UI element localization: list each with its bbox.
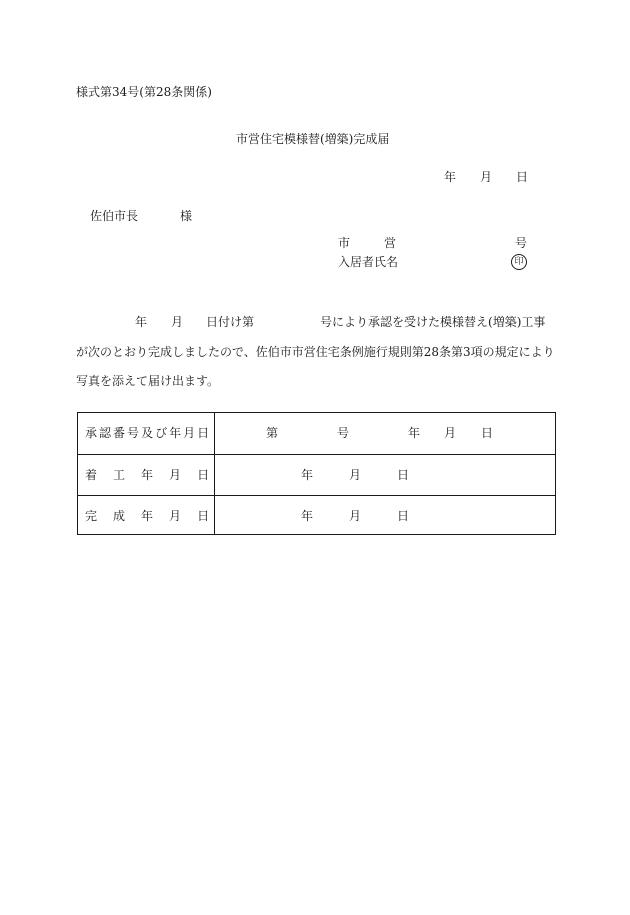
applicant-name-label: 入居者氏名 xyxy=(338,255,399,269)
body-year: 年 xyxy=(135,315,148,329)
body-month: 月 xyxy=(171,315,184,329)
document-title: 市営住宅模様替(増築)完成届 xyxy=(236,132,390,146)
body-line-2: が次のとおり完成しましたので、佐伯市市営住宅条例施行規則第28条第3項の規定により xyxy=(76,345,555,359)
addressee-name: 佐伯市長 xyxy=(90,209,139,223)
table-value-year: 年 xyxy=(408,426,421,440)
form-number: 様式第34号(第28条関係) xyxy=(76,85,212,99)
body-dated: 日付け第 xyxy=(206,315,255,329)
table-value-month: 月 xyxy=(349,468,362,482)
table-value-year: 年 xyxy=(301,509,314,523)
table-row-approval xyxy=(78,413,555,454)
table-value-gou: 号 xyxy=(337,426,350,440)
completion-table xyxy=(77,412,556,535)
submission-date xyxy=(444,171,528,183)
table-label: 完 成 年 月 日 xyxy=(85,509,210,523)
addressee xyxy=(90,210,192,222)
address-number-suffix: 号 xyxy=(515,236,528,250)
table-value-month: 月 xyxy=(349,509,362,523)
table-value-day: 日 xyxy=(397,509,410,523)
seal-icon: 印 xyxy=(511,254,527,270)
applicant-address-row xyxy=(338,236,528,250)
table-label: 承 認 番 号 及 び 年 月 日 xyxy=(85,426,210,440)
addressee-honorific: 様 xyxy=(180,209,193,223)
table-value-year: 年 xyxy=(301,468,314,482)
date-day: 日 xyxy=(516,170,529,184)
table-row-completion xyxy=(78,495,555,534)
address-label-1: 市 xyxy=(338,236,351,250)
table-value-month: 月 xyxy=(444,426,457,440)
date-year: 年 xyxy=(444,170,457,184)
table-label: 着 工 年 月 日 xyxy=(85,468,210,482)
table-value-day: 日 xyxy=(481,426,494,440)
body-line-1-text: 号により承認を受けた模様替え(増築)工事 xyxy=(320,315,546,329)
date-month: 月 xyxy=(480,170,493,184)
applicant-name-row xyxy=(338,255,524,269)
body-line-1 xyxy=(76,316,545,328)
table-value-dai: 第 xyxy=(266,426,279,440)
address-label-2: 営 xyxy=(384,236,397,250)
body-line-3: 写真を添えて届け出ます。 xyxy=(76,374,220,388)
table-row-start xyxy=(78,454,555,495)
table-value-day: 日 xyxy=(397,468,410,482)
